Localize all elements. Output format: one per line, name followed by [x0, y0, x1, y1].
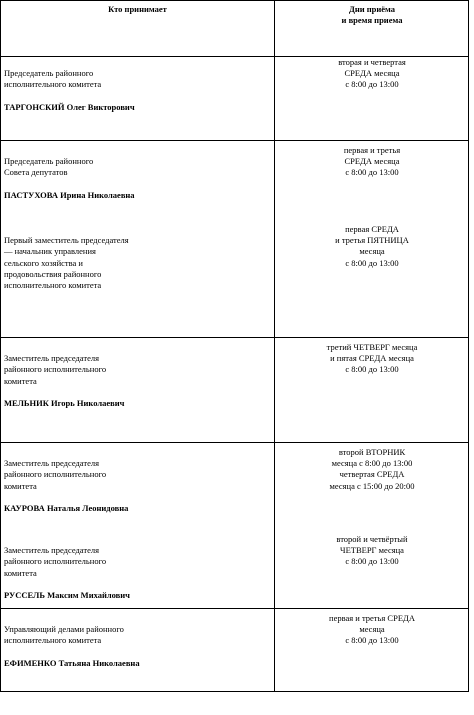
official-name: ПАСТУХОВА Ирина Николаевна [4, 189, 135, 200]
official-name: РУССЕЛЬ Максим Михайлович [4, 590, 130, 601]
official-position: Заместитель председателя районного исполнительного комитета [4, 353, 107, 386]
official-cell [4, 447, 269, 525]
official-cell [4, 57, 269, 124]
official-cell [4, 224, 269, 302]
official-cell [4, 534, 269, 612]
table-row [1, 534, 468, 608]
column-divider [274, 0, 275, 692]
schedule-cell: первая и третья СРЕДА месяца с 8:00 до 13:00 [343, 145, 401, 178]
official-name: КАУРОВА Наталья Леонидовна [4, 503, 129, 514]
official-position: Первый заместитель председателя — начальник управления сельского хозяйства и продовольствия районного исполнительного комитета [4, 235, 129, 291]
header-who: Кто принимает [108, 4, 167, 14]
table-row [1, 608, 468, 692]
official-position: Заместитель председателя районного исполнительного комитета [4, 545, 107, 578]
official-position: Управляющий делами районного исполнительного комитета [4, 624, 124, 646]
table-row [1, 56, 468, 140]
table-row [1, 442, 468, 534]
official-position: Председатель районного Совета депутатов [4, 156, 94, 178]
header-when: Дни приёма и время приема [341, 4, 403, 25]
official-name: ТАРГОНСКИЙ Олег Викторович [4, 101, 135, 112]
table-header-row [1, 0, 468, 56]
official-name: МЕЛЬНИК Игорь Николаевич [4, 398, 125, 409]
table-row [1, 140, 468, 220]
schedule-cell: первая и третья СРЕДА месяца с 8:00 до 13:00 [329, 613, 415, 646]
table-row [1, 220, 468, 337]
official-name: ЕФИМЕНКО Татьяна Николаевна [4, 657, 140, 668]
schedule-cell: второй ВТОРНИК месяца с 8:00 до 13:00 четвертая СРЕДА месяца с 15:00 до 20:00 [329, 447, 415, 491]
schedule-cell: третий ЧЕТВЕРГ месяца и пятая СРЕДА месяца с 8:00 до 13:00 [326, 342, 418, 375]
official-cell [4, 342, 269, 420]
schedule-cell: вторая и четвертая СРЕДА месяца с 8:00 до 13:00 [338, 57, 406, 90]
official-cell [4, 145, 269, 212]
schedule-cell: первая СРЕДА и третья ПЯТНИЦА месяца с 8:00 до 13:00 [335, 224, 409, 268]
official-position: Председатель районного исполнительного комитета [4, 68, 102, 90]
official-cell [4, 613, 269, 680]
table-row [1, 337, 468, 442]
schedule-cell: второй и четвёртый ЧЕТВЕРГ месяца с 8:00 до 13:00 [336, 534, 408, 567]
official-position: Заместитель председателя районного исполнительного комитета [4, 458, 107, 491]
